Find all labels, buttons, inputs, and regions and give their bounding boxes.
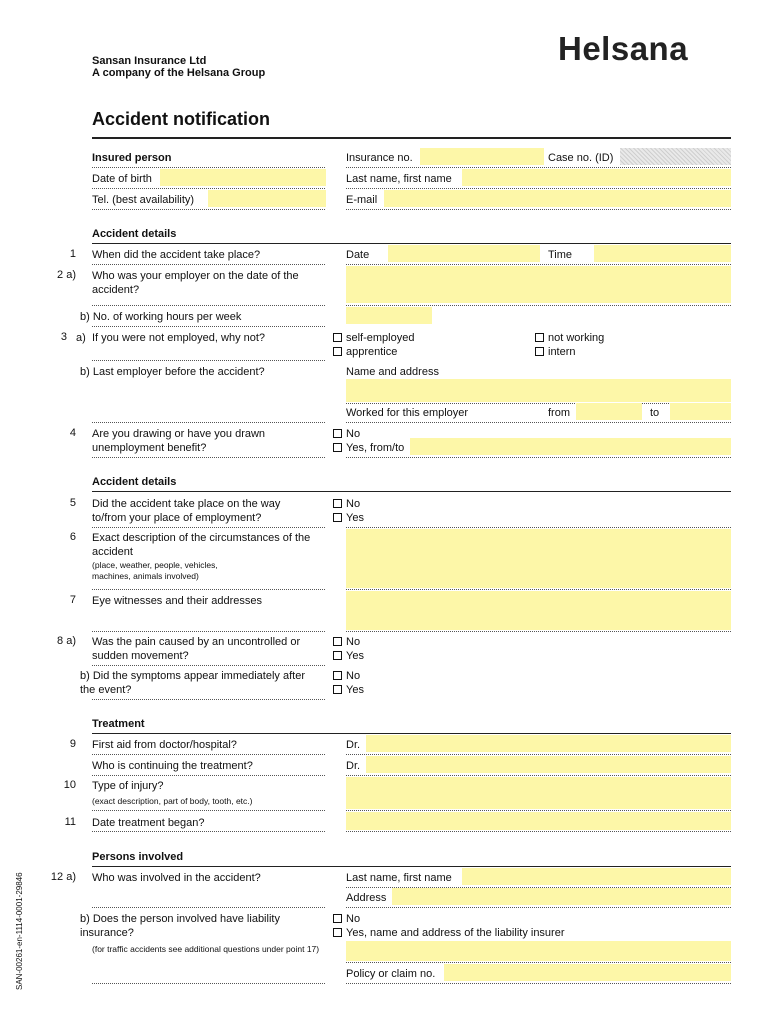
worked-to-field[interactable] xyxy=(670,403,731,420)
q9-number: 9 xyxy=(69,738,76,750)
divider xyxy=(92,305,325,306)
q6-note: (place, weather, people, vehicles, machines, animals involved) xyxy=(92,560,218,581)
q4-yes-checkbox[interactable] xyxy=(333,443,342,452)
q8b-yes-checkbox[interactable] xyxy=(333,685,342,694)
divider xyxy=(92,457,325,458)
divider xyxy=(92,589,325,590)
q8a-label: Was the pain caused by an uncontrolled or sudden movement? xyxy=(92,636,301,662)
divider xyxy=(346,831,731,832)
divider xyxy=(346,754,731,755)
name-field[interactable] xyxy=(462,169,731,186)
q4-label: Are you drawing or have you drawn unemployment benefit? xyxy=(92,428,266,454)
divider xyxy=(92,831,325,832)
q8b-label: b) Did the symptoms appear immediately after the event? xyxy=(80,670,305,696)
divider xyxy=(346,457,731,458)
q10-label: Type of injury? xyxy=(92,780,164,792)
q12b-no-checkbox[interactable] xyxy=(333,914,342,923)
q8a-number: 8 a) xyxy=(57,635,76,647)
q2b-label: b) No. of working hours per week xyxy=(80,311,242,323)
q3-sub: a) xyxy=(76,332,86,344)
insurance-no-label: Insurance no. xyxy=(346,152,413,164)
divider xyxy=(92,754,325,755)
divider xyxy=(92,699,325,700)
q4-no-checkbox[interactable] xyxy=(333,429,342,438)
divider xyxy=(92,775,325,776)
q5-yes-checkbox[interactable] xyxy=(333,513,342,522)
date-label: Date xyxy=(346,249,370,261)
first-aid-doctor-field[interactable] xyxy=(366,735,731,752)
accident-date-field[interactable] xyxy=(388,245,540,262)
divider xyxy=(92,326,325,327)
q8b-no-label: No xyxy=(346,670,361,682)
person-address-label: Address xyxy=(346,892,387,904)
intern-label: intern xyxy=(548,346,576,358)
helsana-logo: Helsana xyxy=(558,30,689,67)
divider xyxy=(346,188,731,189)
dob-label: Date of birth xyxy=(92,173,152,185)
q12b-yes-checkbox[interactable] xyxy=(333,928,342,937)
intern-checkbox[interactable] xyxy=(535,347,544,356)
witnesses-field[interactable] xyxy=(346,591,731,630)
q12a-number: 12 a) xyxy=(50,871,76,883)
q12b-label: b) Does the person involved have liability insurance? xyxy=(80,913,280,939)
company-name: Sansan Insurance Ltd xyxy=(92,55,207,67)
divider xyxy=(346,810,731,811)
accident-heading: Accident details xyxy=(92,228,177,240)
section-rule xyxy=(92,243,731,244)
to-label: to xyxy=(650,407,660,419)
last-employer-field[interactable] xyxy=(346,379,731,402)
divider xyxy=(92,264,325,265)
tel-label: Tel. (best availability) xyxy=(92,194,195,206)
divider xyxy=(92,983,325,984)
q3-number: 3 xyxy=(60,331,67,343)
divider xyxy=(346,527,731,528)
divider xyxy=(92,188,325,189)
policy-field[interactable] xyxy=(444,964,731,981)
q8a-no-checkbox[interactable] xyxy=(333,637,342,646)
divider xyxy=(346,167,731,168)
q5-number: 5 xyxy=(69,497,76,509)
company-group: A company of the Helsana Group xyxy=(92,67,266,79)
not-working-label: not working xyxy=(548,332,605,344)
hours-field[interactable] xyxy=(346,307,432,324)
title-rule xyxy=(92,137,731,139)
person-name-label: Last name, first name xyxy=(346,872,452,884)
q2a-number: 2 a) xyxy=(57,269,76,281)
form-code: SAN-00261-en-1114-0001-29846 xyxy=(15,872,24,990)
q8b-yes-label: Yes xyxy=(346,684,364,696)
q4-number: 4 xyxy=(69,427,76,439)
liability-insurer-field[interactable] xyxy=(346,941,731,961)
divider xyxy=(346,962,731,963)
q1-label: When did the accident take place? xyxy=(92,249,261,261)
divider xyxy=(346,631,731,632)
apprentice-checkbox[interactable] xyxy=(333,347,342,356)
q10-note: (exact description, part of body, tooth, etc.) xyxy=(92,796,253,806)
q3b-label: b) Last employer before the accident? xyxy=(80,366,265,378)
worked-from-field[interactable] xyxy=(576,403,642,420)
benefit-dates-field[interactable] xyxy=(410,438,731,455)
employer-field[interactable] xyxy=(346,266,731,303)
q8a-no-label: No xyxy=(346,636,361,648)
q2a-label: Who was your employer on the date of the accident? xyxy=(92,270,299,296)
q12b-note: (for traffic accidents see additional questions under point 17) xyxy=(92,944,320,954)
q6-label: Exact description of the circumstances of the accident xyxy=(92,532,311,558)
name-label: Last name, first name xyxy=(346,173,452,185)
policy-label: Policy or claim no. xyxy=(346,968,436,980)
q7-number: 7 xyxy=(69,594,76,606)
case-no-label: Case no. (ID) xyxy=(548,152,614,164)
insured-heading: Insured person xyxy=(92,152,172,164)
divider xyxy=(346,983,731,984)
divider xyxy=(92,360,325,361)
dr1-label: Dr. xyxy=(346,739,361,751)
page-title: Accident notification xyxy=(92,109,271,129)
q8a-yes-checkbox[interactable] xyxy=(333,651,342,660)
section-rule xyxy=(92,733,731,734)
divider xyxy=(92,209,325,210)
divider xyxy=(346,907,731,908)
q9-label: First aid from doctor/hospital? xyxy=(92,739,237,751)
injury-type-field[interactable] xyxy=(346,777,731,809)
dob-field[interactable] xyxy=(160,169,326,186)
q1-number: 1 xyxy=(69,248,76,260)
q8b-no-checkbox[interactable] xyxy=(333,671,342,680)
q5-no-label: No xyxy=(346,498,361,510)
person-name-field[interactable] xyxy=(462,868,731,885)
treatment-heading: Treatment xyxy=(92,718,145,730)
q9b-label: Who is continuing the treatment? xyxy=(92,760,253,772)
divider xyxy=(346,264,731,265)
q10-number: 10 xyxy=(63,779,76,791)
case-no-field xyxy=(620,148,731,165)
divider xyxy=(346,589,731,590)
divider xyxy=(346,422,731,423)
divider xyxy=(92,665,325,666)
divider xyxy=(92,422,325,423)
person-address-field[interactable] xyxy=(392,888,731,905)
q12b-yes-label: Yes, name and address of the liability insurer xyxy=(346,927,565,939)
section-rule xyxy=(92,866,731,867)
q7-label: Eye witnesses and their addresses xyxy=(92,595,262,607)
continuing-doctor-field[interactable] xyxy=(366,756,731,773)
time-label: Time xyxy=(548,249,573,261)
divider xyxy=(92,907,325,908)
persons-heading: Persons involved xyxy=(92,851,184,863)
divider xyxy=(346,775,731,776)
accident-time-field[interactable] xyxy=(594,245,731,262)
details-heading: Accident details xyxy=(92,476,177,488)
insurance-no-field[interactable] xyxy=(420,148,544,165)
q12a-label: Who was involved in the accident? xyxy=(92,872,261,884)
divider xyxy=(346,209,731,210)
q5-no-checkbox[interactable] xyxy=(333,499,342,508)
self-employed-label: self-employed xyxy=(346,332,415,344)
q5-label: Did the accident take place on the way to/from your place of employment? xyxy=(92,498,281,524)
dr2-label: Dr. xyxy=(346,760,361,772)
apprentice-label: apprentice xyxy=(346,346,398,358)
q11-label: Date treatment began? xyxy=(92,817,205,829)
from-label: from xyxy=(548,407,570,419)
q6-number: 6 xyxy=(69,531,76,543)
treatment-date-field[interactable] xyxy=(346,812,731,830)
section-rule xyxy=(92,491,731,492)
email-label: E-mail xyxy=(346,194,378,206)
worked-label: Worked for this employer xyxy=(346,407,469,419)
divider xyxy=(92,167,325,168)
q12b-no-label: No xyxy=(346,913,361,925)
name-address-label: Name and address xyxy=(346,366,439,378)
divider xyxy=(92,527,325,528)
divider xyxy=(92,810,325,811)
divider xyxy=(346,305,731,306)
self-employed-checkbox[interactable] xyxy=(333,333,342,342)
q3-label: If you were not employed, why not? xyxy=(92,332,266,344)
not-working-checkbox[interactable] xyxy=(535,333,544,342)
q5-yes-label: Yes xyxy=(346,512,364,524)
q4-yes-label: Yes, from/to xyxy=(346,442,405,454)
circumstances-field[interactable] xyxy=(346,529,731,588)
q4-no-label: No xyxy=(346,428,361,440)
q8a-yes-label: Yes xyxy=(346,650,364,662)
tel-field[interactable] xyxy=(208,190,326,207)
q11-number: 11 xyxy=(64,816,76,828)
divider xyxy=(92,631,325,632)
email-field[interactable] xyxy=(384,190,731,207)
